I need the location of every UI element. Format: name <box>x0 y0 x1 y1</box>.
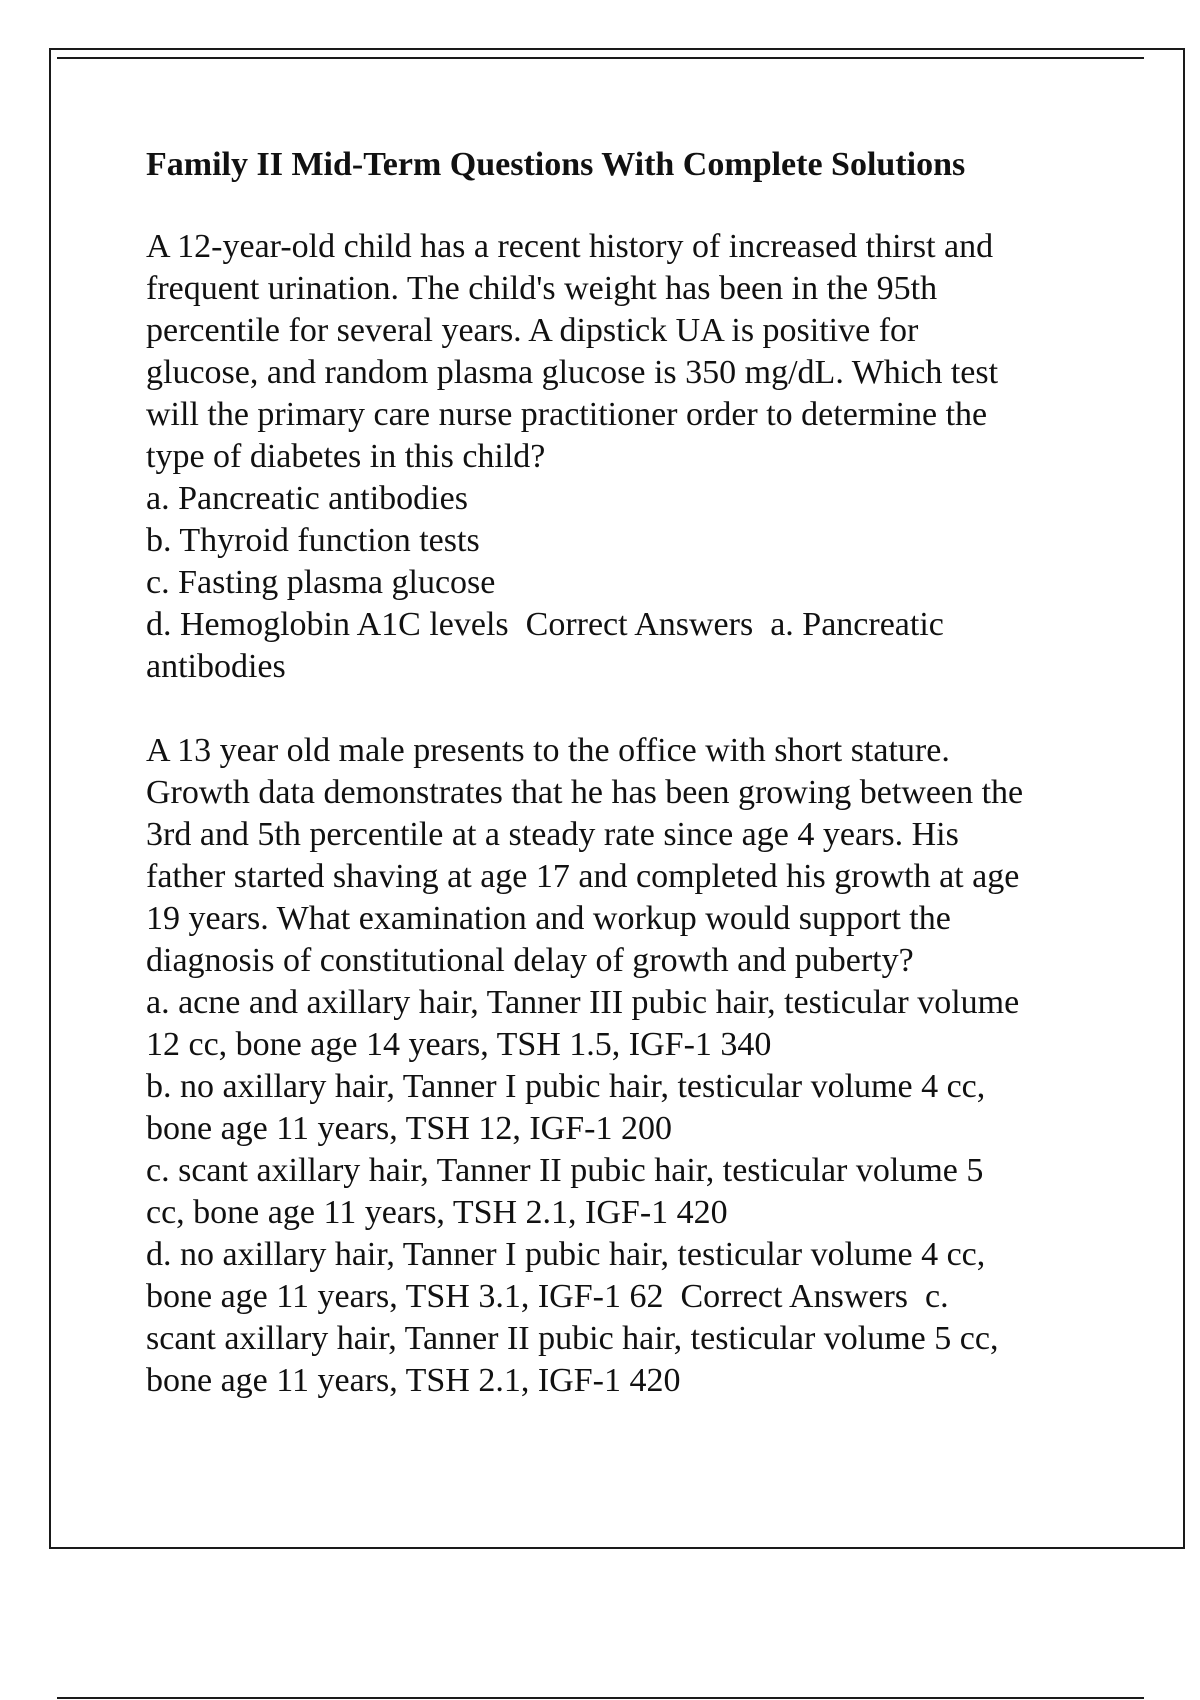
question-2-line: 12 cc, bone age 14 years, TSH 1.5, IGF-1 340 <box>146 1026 772 1063</box>
question-2-line: 19 years. What examination and workup would support the <box>146 900 951 937</box>
question-1-line: will the primary care nurse practitioner order to determine the <box>146 396 988 433</box>
question-2-line: b. no axillary hair, Tanner I pubic hair, testicular volume 4 cc, <box>146 1068 986 1105</box>
question-2-line: father started shaving at age 17 and completed his growth at age <box>146 858 1020 895</box>
question-2-line: scant axillary hair, Tanner II pubic hair, testicular volume 5 cc, <box>146 1320 999 1357</box>
question-2-line: c. scant axillary hair, Tanner II pubic hair, testicular volume 5 <box>146 1152 984 1189</box>
question-2-line: cc, bone age 11 years, TSH 2.1, IGF-1 420 <box>146 1194 728 1231</box>
question-1-line: a. Pancreatic antibodies <box>146 480 468 517</box>
question-2-line: A 13 year old male presents to the office with short stature. <box>146 732 950 769</box>
question-1-line: c. Fasting plasma glucose <box>146 564 496 601</box>
question-1-line: frequent urination. The child's weight has been in the 95th <box>146 270 938 307</box>
question-1 <box>146 226 1106 688</box>
question-1-line: A 12-year-old child has a recent history of increased thirst and <box>146 228 994 265</box>
document-title: Family II Mid-Term Questions With Complete Solutions <box>146 146 966 183</box>
question-1-line: antibodies <box>146 648 286 685</box>
question-1-line: d. Hemoglobin A1C levels Correct Answers a. Pancreatic <box>146 606 944 643</box>
question-2 <box>146 730 1106 1402</box>
question-2-line: d. no axillary hair, Tanner I pubic hair, testicular volume 4 cc, <box>146 1236 986 1273</box>
question-2-line: a. acne and axillary hair, Tanner III pubic hair, testicular volume <box>146 984 1020 1021</box>
document-body <box>146 144 1106 1402</box>
question-2-line: bone age 11 years, TSH 12, IGF-1 200 <box>146 1110 672 1147</box>
bottom-rule <box>57 1697 1144 1699</box>
question-2-line: diagnosis of constitutional delay of growth and puberty? <box>146 942 914 979</box>
question-1-line: type of diabetes in this child? <box>146 438 546 475</box>
question-1-line: percentile for several years. A dipstick UA is positive for <box>146 312 919 349</box>
top-rule <box>57 57 1144 59</box>
question-2-line: 3rd and 5th percentile at a steady rate since age 4 years. His <box>146 816 959 853</box>
question-2-line: bone age 11 years, TSH 3.1, IGF-1 62 Correct Answers c. <box>146 1278 949 1315</box>
question-2-line: bone age 11 years, TSH 2.1, IGF-1 420 <box>146 1362 681 1399</box>
question-2-line: Growth data demonstrates that he has been growing between the <box>146 774 1024 811</box>
question-1-line: glucose, and random plasma glucose is 350 mg/dL. Which test <box>146 354 999 391</box>
question-1-line: b. Thyroid function tests <box>146 522 480 559</box>
